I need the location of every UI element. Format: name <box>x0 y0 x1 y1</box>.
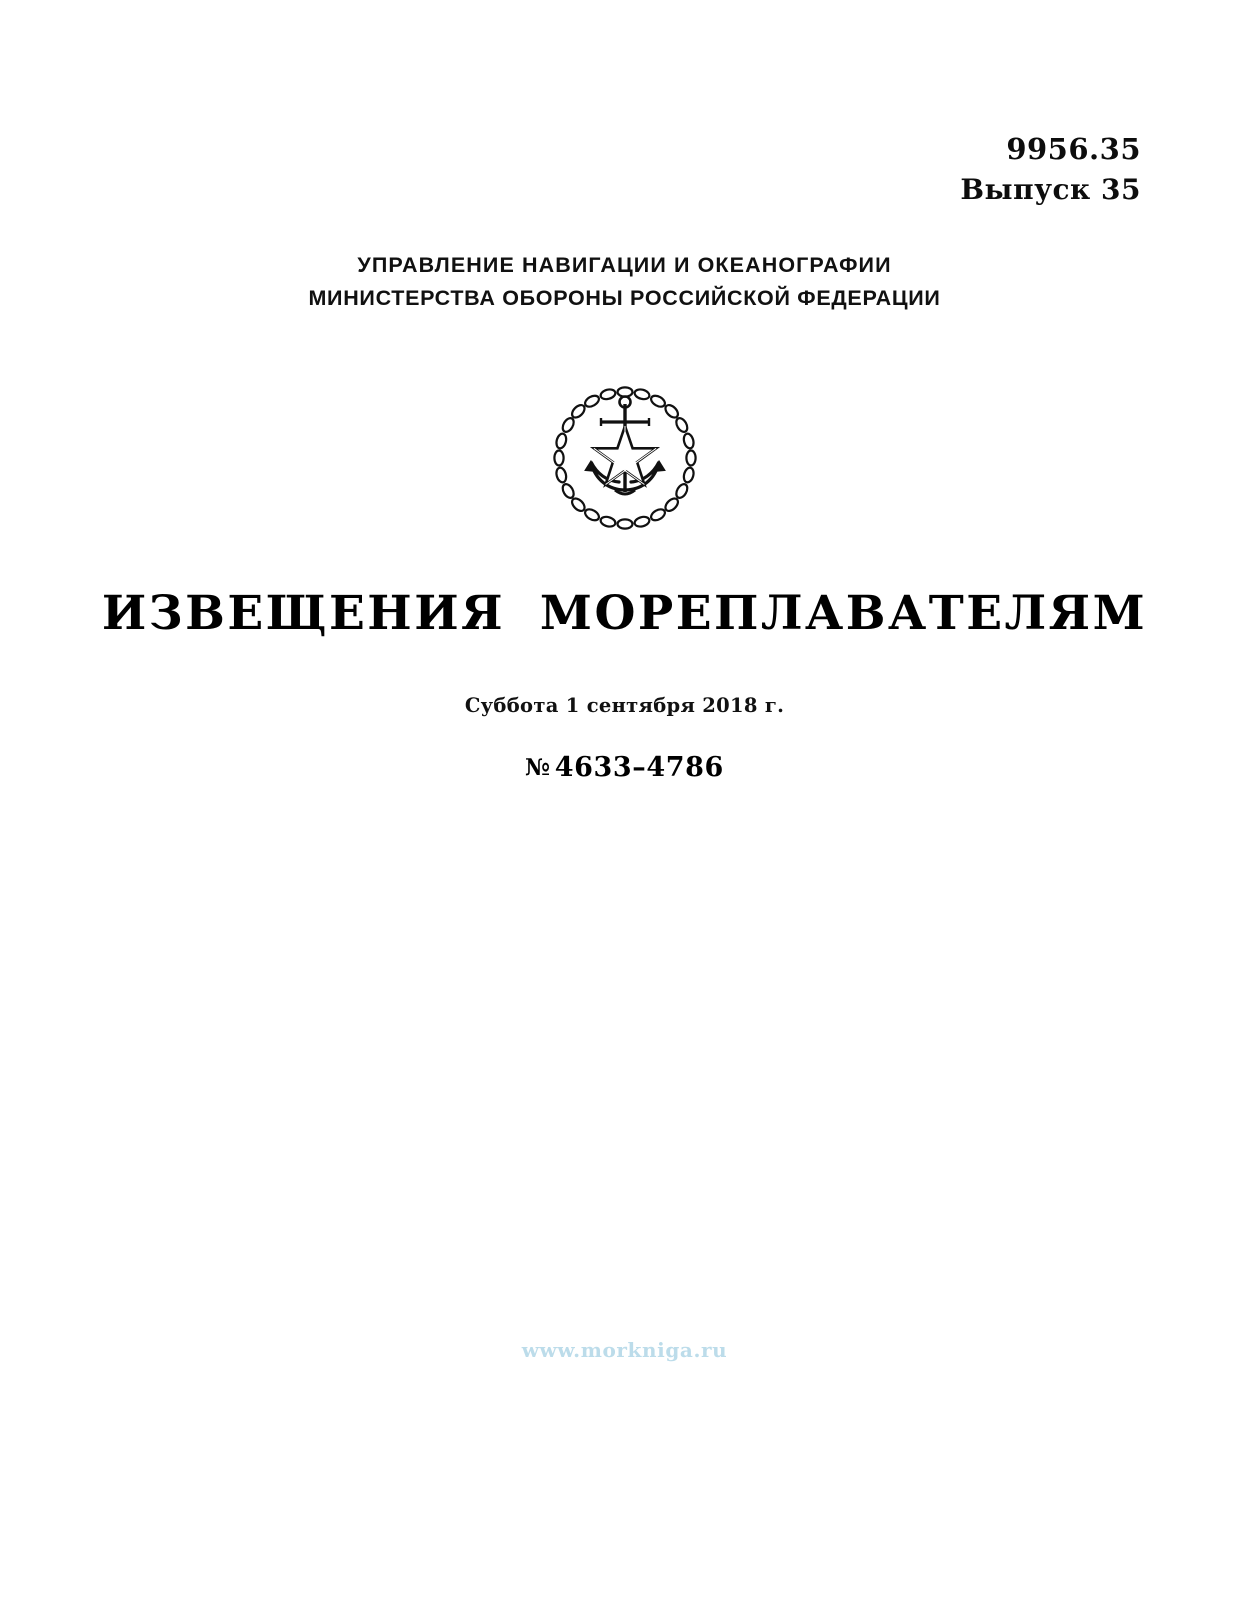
number-range <box>0 752 1249 783</box>
organization-heading <box>0 249 1249 316</box>
anchor-star-chain-emblem-icon <box>545 378 705 538</box>
number-mark: № <box>525 754 551 781</box>
organization-line-1: УПРАВЛЕНИЕ НАВИГАЦИИ И ОКЕАНОГРАФИИ <box>357 253 892 277</box>
number-range-value: 4633–4786 <box>554 752 724 783</box>
document-code-number: 9956.35 <box>1006 132 1141 166</box>
watermark: www.morkniga.ru <box>521 1338 728 1362</box>
page-title: ИЗВЕЩЕНИЯ МОРЕПЛАВАТЕЛЯМ <box>101 586 1148 641</box>
organization-line-2: МИНИСТЕРСТВА ОБОРОНЫ РОССИЙСКОЙ ФЕДЕРАЦИИ <box>308 286 941 311</box>
document-code-block <box>960 130 1141 209</box>
document-issue-label: Выпуск 35 <box>960 173 1141 207</box>
publication-date: Суббота 1 сентября 2018 г. <box>464 694 785 717</box>
